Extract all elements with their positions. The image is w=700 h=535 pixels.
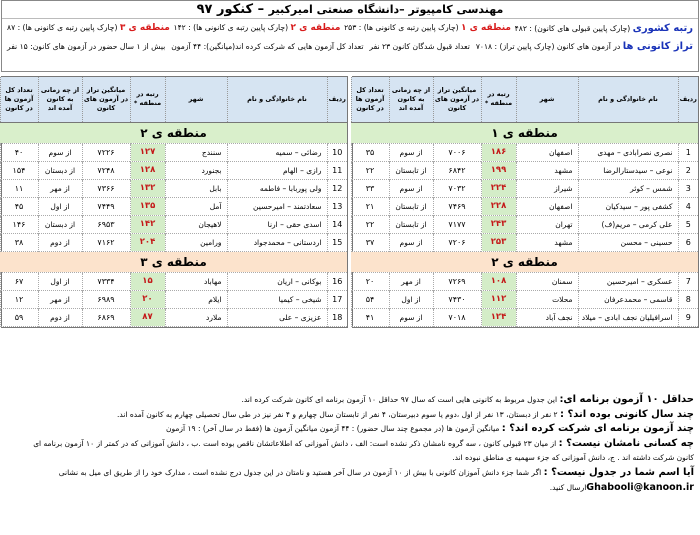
student-city: ملارد <box>165 308 227 326</box>
note-line <box>6 422 694 437</box>
note-text: ارسال کنید. <box>549 482 587 492</box>
student-name: حسینی – محسن <box>578 233 678 251</box>
region1-stat: منطقه ی ۱ (چارک پایین رتبه ی کانونی ها) : ۲۵۳ <box>344 23 511 33</box>
average-score: ۷۴۴۹ <box>82 197 130 215</box>
student-city: مشهد <box>516 161 578 179</box>
table-row <box>0 161 347 179</box>
student-city: اصفهان <box>516 143 578 161</box>
total-exams: ۵۴ <box>351 290 389 308</box>
total-exams: ۱۵۴ <box>0 161 38 179</box>
joined-since: از مهر <box>38 290 82 308</box>
col-header-average-score: میانگین تراز در آزمون های کانون <box>82 77 130 122</box>
row-index: 6 <box>678 233 698 251</box>
student-name: ولی پوربابا – فاطمه <box>227 179 327 197</box>
region-3-header: منطقه ی ۳ <box>0 251 347 272</box>
average-score: ۷۰۱۸ <box>433 308 481 326</box>
col-header-total-exams: تعداد کل آزمون ها در کانون <box>0 77 38 122</box>
student-city: سنندج <box>165 143 227 161</box>
joined-since: از تابستان <box>389 161 433 179</box>
joined-since: از سوم <box>389 233 433 251</box>
student-name: اردستانی – محمدجواد <box>227 233 327 251</box>
col-header-rank: رتبه در منطقه * <box>481 77 516 122</box>
average-score: ۷۱۶۲ <box>82 233 130 251</box>
joined-since: از مهر <box>389 272 433 290</box>
region-1-header: منطقه ی ۱ <box>351 122 698 143</box>
table-row <box>0 215 347 233</box>
table-row <box>351 143 698 161</box>
average-score: ۷۰۳۲ <box>433 179 481 197</box>
student-city: بابل <box>165 179 227 197</box>
student-city: تهران <box>516 215 578 233</box>
total-exams: ۲۲ <box>351 215 389 233</box>
joined-since: از سوم <box>389 179 433 197</box>
total-exams: ۱۱ <box>0 179 38 197</box>
student-name: کشفی پور – سیدکیان <box>578 197 678 215</box>
average-score: ۷۲۴۸ <box>82 161 130 179</box>
average-score: ۷۱۷۷ <box>433 215 481 233</box>
region2-stat: منطقه ی ۲ (چارک پایین رتبه ی کانونی ها) : ۱۴۲ <box>173 23 341 33</box>
student-name: اسرافیلیان نجف ابادی – میلاد <box>578 308 678 326</box>
col-header-average-score: میانگین تراز در آزمون های کانون <box>433 77 481 122</box>
region-rank: ۱۵ <box>130 272 165 290</box>
student-city: اصفهان <box>516 197 578 215</box>
row-index: 10 <box>327 143 347 161</box>
col-header-name: نام خانوادگی و نام <box>227 77 327 122</box>
note-line <box>6 481 694 496</box>
table-row <box>351 308 698 326</box>
student-name: عزیزی – علی <box>227 308 327 326</box>
note-line <box>6 437 694 452</box>
note-text: از میان ۲۳ قبولی کانون ، سه گروه نامشان ذکر نشده است: الف ، دانش آموزانی که اطلاعاتشان ناقص بوده است .ب ، دانش آموزانی که در کمتر از ۱۰ آزمون برنامه ای <box>33 438 559 448</box>
row-index: 16 <box>327 272 347 290</box>
table-row <box>0 272 347 290</box>
total-exams: ۲۰ <box>351 272 389 290</box>
page-title: مهندسی کامپیوتر –دانشگاه صنعتی امیرکبیر – کنکور ۹۷ <box>2 1 698 19</box>
student-name: قاسمی – محمدعرفان <box>578 290 678 308</box>
row-index: 8 <box>678 290 698 308</box>
results-table-right <box>352 76 699 328</box>
total-exams: ۶۷ <box>0 272 38 290</box>
note-line <box>6 393 694 408</box>
note-question: چند سال کانونی بوده اند؟ : <box>559 408 694 420</box>
student-city: نجف آباد <box>516 308 578 326</box>
total-exams: ۲۲ <box>351 161 389 179</box>
col-header-index: ردیف <box>678 77 698 122</box>
accepted-count-stat: تعداد قبول شدگان کانون ۲۳ نفر <box>369 41 470 51</box>
row-index: 9 <box>678 308 698 326</box>
total-exams: ۲۱ <box>351 197 389 215</box>
region-rank: ۲۰۴ <box>130 233 165 251</box>
region-2-header: منطقه ی ۲ <box>0 122 347 143</box>
average-score: ۷۲۰۶ <box>433 233 481 251</box>
col-header-rank: رتبه در منطقه * <box>130 77 165 122</box>
average-score: ۶۹۸۹ <box>82 290 130 308</box>
row-index: 17 <box>327 290 347 308</box>
total-exams: ۴۱ <box>351 308 389 326</box>
row-index: 14 <box>327 215 347 233</box>
student-name: نوعی – سیدستارالرضا <box>578 161 678 179</box>
average-score: ۶۸۶۹ <box>82 308 130 326</box>
table-row <box>351 161 698 179</box>
average-score: ۷۳۳۴ <box>82 272 130 290</box>
col-header-index: ردیف <box>327 77 347 122</box>
student-name: شمس – کوثر <box>578 179 678 197</box>
page-header <box>1 0 699 72</box>
row-index: 15 <box>327 233 347 251</box>
region-rank: ۱۲۸ <box>130 161 165 179</box>
joined-since: از دبستان <box>38 161 82 179</box>
table-row <box>351 272 698 290</box>
student-city: شیراز <box>516 179 578 197</box>
joined-since: از دوم <box>38 233 82 251</box>
region-rank: ۱۳۲ <box>130 179 165 197</box>
row-index: 13 <box>327 197 347 215</box>
joined-since: از اول <box>38 272 82 290</box>
note-question: حداقل ۱۰ آزمون برنامه ای: <box>559 394 694 405</box>
table-row <box>0 143 347 161</box>
student-name: عسکری – امیرحسین <box>578 272 678 290</box>
joined-since: از تابستان <box>389 197 433 215</box>
region-rank: ۱۲۷ <box>130 143 165 161</box>
joined-since: از اول <box>38 197 82 215</box>
region-rank: ۲۲۸ <box>481 197 516 215</box>
student-city: مهاباد <box>165 272 227 290</box>
region-rank: ۸۷ <box>130 308 165 326</box>
table-row <box>0 179 347 197</box>
note-text: این جدول مربوط به کانونی هایی است که سال ۹۷ حداقل ۱۰ آزمون برنامه ای کانون شرکت کرده اند. <box>241 395 560 404</box>
student-name: اسدی حقی – ارنا <box>227 215 327 233</box>
student-city: محلات <box>516 290 578 308</box>
total-exams: ۱۲ <box>0 290 38 308</box>
note-text: ۲ نفر از دبستان، ۱۳ نفر از اول ،دوم یا سوم دبیرستان، ۴ نفر از تابستان سال چهارم و ۴ نفر نیز در طی سال تحصیلی چهارم به کانون آمده اند. <box>117 409 560 419</box>
joined-since: از سوم <box>389 308 433 326</box>
joined-since: از دبستان <box>38 215 82 233</box>
row-index: 2 <box>678 161 698 179</box>
note-question: چند آزمون برنامه ای شرکت کرده اند؟ : <box>501 423 694 435</box>
total-exams: ۳۸ <box>0 233 38 251</box>
note-line <box>6 466 694 481</box>
total-exams: ۱۴۶ <box>0 215 38 233</box>
notes-section <box>6 393 694 495</box>
col-header-city: شهر <box>516 77 578 122</box>
row-index: 1 <box>678 143 698 161</box>
average-score: ۶۹۵۳ <box>82 215 130 233</box>
table-row <box>351 179 698 197</box>
total-exams: ۵۹ <box>0 308 38 326</box>
joined-since: از دوم <box>38 308 82 326</box>
row-index: 12 <box>327 179 347 197</box>
student-city: آمل <box>165 197 227 215</box>
note-line <box>6 451 694 466</box>
note-text: اگر شما جزء دانش آموزان کانونی با بیش از ۱۰ آزمون در سال آخر هستید و نامتان در این جدول درج نشده است ، مدارک خود را از طریق ای میل به نشانی <box>58 467 544 477</box>
average-exams-stat: تعداد کل آزمون هایی که شرکت کرده اند(میانگین): ۴۴ آزمون <box>171 41 364 51</box>
region-rank: ۲۵۳ <box>481 233 516 251</box>
multi-year-stat: بیش از ۱ سال حضور در آزمون های کانون: ۱۵ نفر <box>7 41 166 51</box>
row-index: 4 <box>678 197 698 215</box>
note-question: چه کسانی نامشان نیست؟ : <box>558 437 694 449</box>
joined-since: از مهر <box>38 179 82 197</box>
total-exams: ۳۵ <box>351 143 389 161</box>
row-index: 3 <box>678 179 698 197</box>
region-rank: ۱۰۸ <box>481 272 516 290</box>
national-rank-stat: رتبه کشوری (چارک پایین قبولی های کانون) : ۴۸۲ <box>514 22 693 34</box>
student-name: سعادتمند – امیرحسین <box>227 197 327 215</box>
note-line <box>6 408 694 423</box>
note-text: کانون شرکت داشته اند . ج، دانش آموزانی که جزء سهمیه ی مناطق نبوده اند. <box>452 453 694 463</box>
student-city: ایلام <box>165 290 227 308</box>
student-name: شیخی – کیمیا <box>227 290 327 308</box>
region-rank: ۲۴۳ <box>481 215 516 233</box>
results-table-left <box>1 76 348 328</box>
joined-since: از تابستان <box>389 215 433 233</box>
table-row <box>0 290 347 308</box>
row-index: 7 <box>678 272 698 290</box>
table-header-row <box>0 77 347 122</box>
col-header-since: از چه زمانی به کانون آمده اند <box>38 77 82 122</box>
joined-since: از اول <box>389 290 433 308</box>
table-row <box>351 233 698 251</box>
region-rank: ۱۳۵ <box>130 197 165 215</box>
student-name: علی کرمی – مریم(ف) <box>578 215 678 233</box>
region-rank: ۱۲۴ <box>481 308 516 326</box>
student-city: بجنورد <box>165 161 227 179</box>
table-row <box>0 197 347 215</box>
region-rank: ۲۲۴ <box>481 179 516 197</box>
student-name: نصری نصرابادی – مهدی <box>578 143 678 161</box>
average-score: ۷۴۳۰ <box>433 290 481 308</box>
region3-stat: منطقه ی ۳ (چارک پایین رتبه ی کانونی ها) : ۸۷ <box>7 23 170 33</box>
average-score: ۷۲۶۹ <box>433 272 481 290</box>
region-rank: ۱۱۲ <box>481 290 516 308</box>
table-row <box>351 290 698 308</box>
joined-since: از سوم <box>38 143 82 161</box>
student-city: ورامین <box>165 233 227 251</box>
average-score: ۶۸۴۲ <box>433 161 481 179</box>
student-city: مشهد <box>516 233 578 251</box>
row-index: 11 <box>327 161 347 179</box>
header-stats-row-1 <box>2 19 698 37</box>
student-name: رضائی – سمیه <box>227 143 327 161</box>
total-exams: ۴۰ <box>0 143 38 161</box>
student-name: بوکانی – اریان <box>227 272 327 290</box>
region-rank: ۱۴۲ <box>130 215 165 233</box>
joined-since: از سوم <box>389 143 433 161</box>
row-index: 18 <box>327 308 347 326</box>
table-row <box>351 215 698 233</box>
note-question: آیا اسم شما در جدول نیست؟ : <box>543 466 694 478</box>
average-score: ۷۲۲۶ <box>82 143 130 161</box>
total-exams: ۴۵ <box>0 197 38 215</box>
col-header-city: شهر <box>165 77 227 122</box>
col-header-total-exams: تعداد کل آزمون ها در کانون <box>351 77 389 122</box>
col-header-name: نام خانوادگی و نام <box>578 77 678 122</box>
header-stats-row-2 <box>2 37 698 55</box>
table-row <box>0 308 347 326</box>
table-header-row <box>351 77 698 122</box>
table-row <box>0 233 347 251</box>
table-row <box>351 197 698 215</box>
total-exams: ۳۷ <box>351 233 389 251</box>
row-index: 5 <box>678 215 698 233</box>
region-rank: ۲۰ <box>130 290 165 308</box>
average-score: ۷۳۶۶ <box>82 179 130 197</box>
kanoon-score-stat: تراز کانونی ها در آزمون های کانون (چارک پایین تراز) : ۷۰۱۸ <box>475 40 693 52</box>
region-rank: ۱۸۶ <box>481 143 516 161</box>
region-rank: ۱۹۹ <box>481 161 516 179</box>
average-score: ۷۰۰۶ <box>433 143 481 161</box>
contact-email[interactable]: Ghabooli@kanoon.ir <box>586 481 694 493</box>
total-exams: ۳۳ <box>351 179 389 197</box>
student-city: لاهیجان <box>165 215 227 233</box>
average-score: ۷۴۶۹ <box>433 197 481 215</box>
col-header-since: از چه زمانی به کانون آمده اند <box>389 77 433 122</box>
student-city: سمنان <box>516 272 578 290</box>
student-name: رازی – الهام <box>227 161 327 179</box>
region-2-header: منطقه ی ۲ <box>351 251 698 272</box>
note-text: میانگین آزمون ها (در مجموع چند سال حضور) : ۴۴ آزمون میانگین آزمون ها (فقط در سال آخر) : ۱۹ آزمون <box>166 424 502 434</box>
